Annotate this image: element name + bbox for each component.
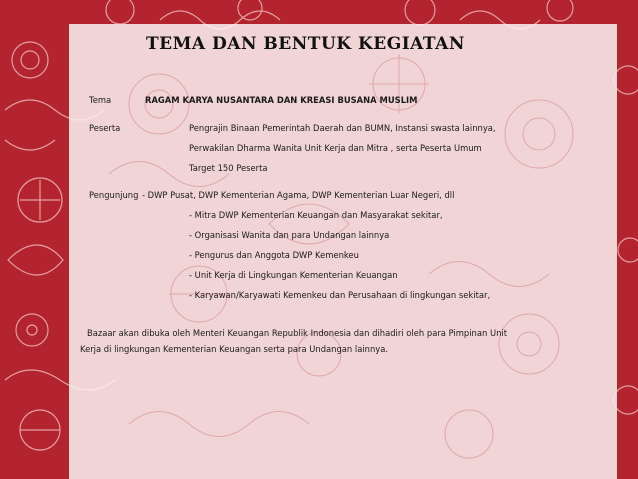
peserta-target: Target 150 Peserta	[189, 163, 268, 173]
pengunjung-item: - Organisasi Wanita dan para Undangan lainnya	[189, 230, 390, 240]
tema-label: Tema	[89, 95, 112, 105]
peserta-label: Peserta	[89, 123, 121, 133]
pengunjung-label: Pengunjung	[89, 190, 139, 200]
pengunjung-item: - Unit Kerja di Lingkungan Kementerian Keuangan	[189, 270, 398, 280]
closing-line-1: Bazaar akan dibuka oleh Menteri Keuangan Republik Indonesia dan dihadiri oleh para Pimpinan Unit	[87, 328, 508, 338]
pengunjung-item: - Karyawan/Karyawati Kemenkeu dan Perusahaan di lingkungan sekitar,	[189, 290, 491, 300]
closing-line-2: Kerja di lingkungan Kementerian Keuangan serta para Undangan lainnya.	[80, 344, 389, 354]
pengunjung-item: - Mitra DWP Kementerian Keuangan dan Masyarakat sekitar,	[189, 210, 443, 220]
pengunjung-item: - Pengurus dan Anggota DWP Kemenkeu	[189, 250, 359, 260]
pengunjung-item: - DWP Pusat, DWP Kementerian Agama, DWP Kementerian Luar Negeri, dll	[142, 190, 455, 200]
slide-title: TEMA DAN BENTUK KEGIATAN	[146, 34, 465, 54]
tema-value: RAGAM KARYA NUSANTARA DAN KREASI BUSANA MUSLIM	[145, 95, 418, 105]
peserta-line-2: Perwakilan Dharma Wanita Unit Kerja dan Mitra , serta Peserta Umum	[189, 143, 482, 153]
peserta-line-1: Pengrajin Binaan Pemerintah Daerah dan BUMN, Instansi swasta lainnya,	[189, 123, 496, 133]
